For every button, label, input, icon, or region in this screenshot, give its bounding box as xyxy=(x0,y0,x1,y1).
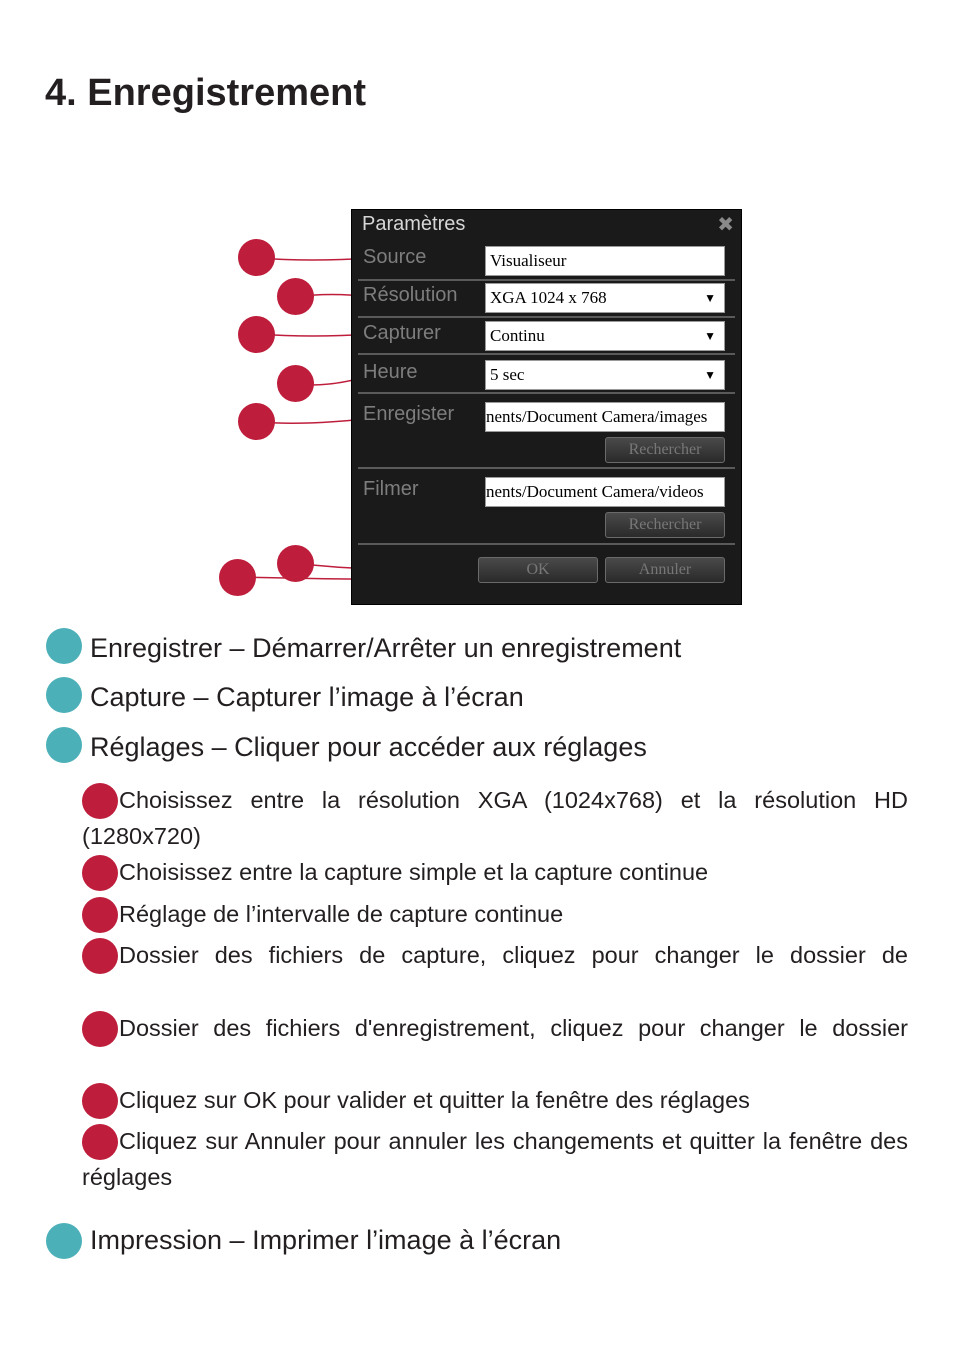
time-value: 5 sec xyxy=(490,365,525,384)
capture-icon xyxy=(46,677,82,713)
save-label: Enregister xyxy=(363,403,455,425)
settings-item-text: Réglages – Cliquer pour accéder aux réglages xyxy=(90,732,647,762)
capture-item-text: Capture – Capturer l’image à l’écran xyxy=(90,682,524,712)
divider xyxy=(358,279,735,281)
marker-dot xyxy=(238,316,275,353)
divider xyxy=(358,392,735,394)
record-path-field[interactable]: nents/Document Camera/videos xyxy=(485,477,725,507)
time-label: Heure xyxy=(363,361,418,383)
divider xyxy=(358,543,735,545)
divider xyxy=(358,353,735,355)
source-label: Source xyxy=(363,246,427,268)
record-item-text: Enregistrer – Démarrer/Arrêter un enregistrement xyxy=(90,633,682,663)
close-icon[interactable]: ✖ xyxy=(717,214,734,236)
dialog-title: Paramètres xyxy=(362,213,466,235)
interval-description: Réglage de l’intervalle de capture continue xyxy=(119,901,564,927)
divider xyxy=(358,316,735,318)
record-folder-description: Dossier des fichiers d'enregistrement, cliquez pour changer le dossier xyxy=(119,1015,908,1041)
capture-mode-description: Choisissez entre la capture simple et la capture continue xyxy=(119,859,709,885)
save-path-field[interactable]: nents/Document Camera/images xyxy=(485,402,725,432)
cancel-description: Cliquez sur Annuler pour annuler les changements et quitter la fenêtre des réglages xyxy=(82,1128,908,1190)
record-icon xyxy=(46,628,82,664)
resolution-value: XGA 1024 x 768 xyxy=(490,288,607,307)
print-item-text: Impression – Imprimer l’image à l’écran xyxy=(90,1225,562,1255)
source-field[interactable]: Visualiseur xyxy=(485,246,725,276)
resolution-description: Choisissez entre la résolution XGA (1024x768) et la résolution HD (1280x720) xyxy=(82,787,908,849)
cancel-button[interactable]: Annuler xyxy=(605,557,725,583)
marker-dot xyxy=(277,278,314,315)
page-title: 4. Enregistrement xyxy=(45,72,366,114)
marker-dot xyxy=(277,365,314,402)
resolution-label: Résolution xyxy=(363,284,458,306)
capture-folder-description: Dossier des fichiers de capture, cliquez pour changer le dossier de xyxy=(119,942,908,968)
marker-dot xyxy=(238,403,275,440)
capture-value: Continu xyxy=(490,326,545,345)
capture-label: Capturer xyxy=(363,322,441,344)
print-icon xyxy=(46,1223,82,1259)
record-label: Filmer xyxy=(363,478,419,500)
marker-dot xyxy=(238,239,275,276)
divider xyxy=(358,467,735,469)
browse-images-button[interactable]: Rechercher xyxy=(605,437,725,463)
marker-dot xyxy=(219,559,256,596)
resolution-select[interactable] xyxy=(485,283,725,313)
capture-select[interactable] xyxy=(485,321,725,351)
ok-button[interactable]: OK xyxy=(478,557,598,583)
settings-dialog xyxy=(351,209,742,605)
ok-description: Cliquez sur OK pour valider et quitter la fenêtre des réglages xyxy=(119,1087,750,1113)
settings-icon xyxy=(46,727,82,763)
browse-videos-button[interactable]: Rechercher xyxy=(605,512,725,538)
marker-dot xyxy=(277,545,314,582)
time-select[interactable] xyxy=(485,360,725,390)
